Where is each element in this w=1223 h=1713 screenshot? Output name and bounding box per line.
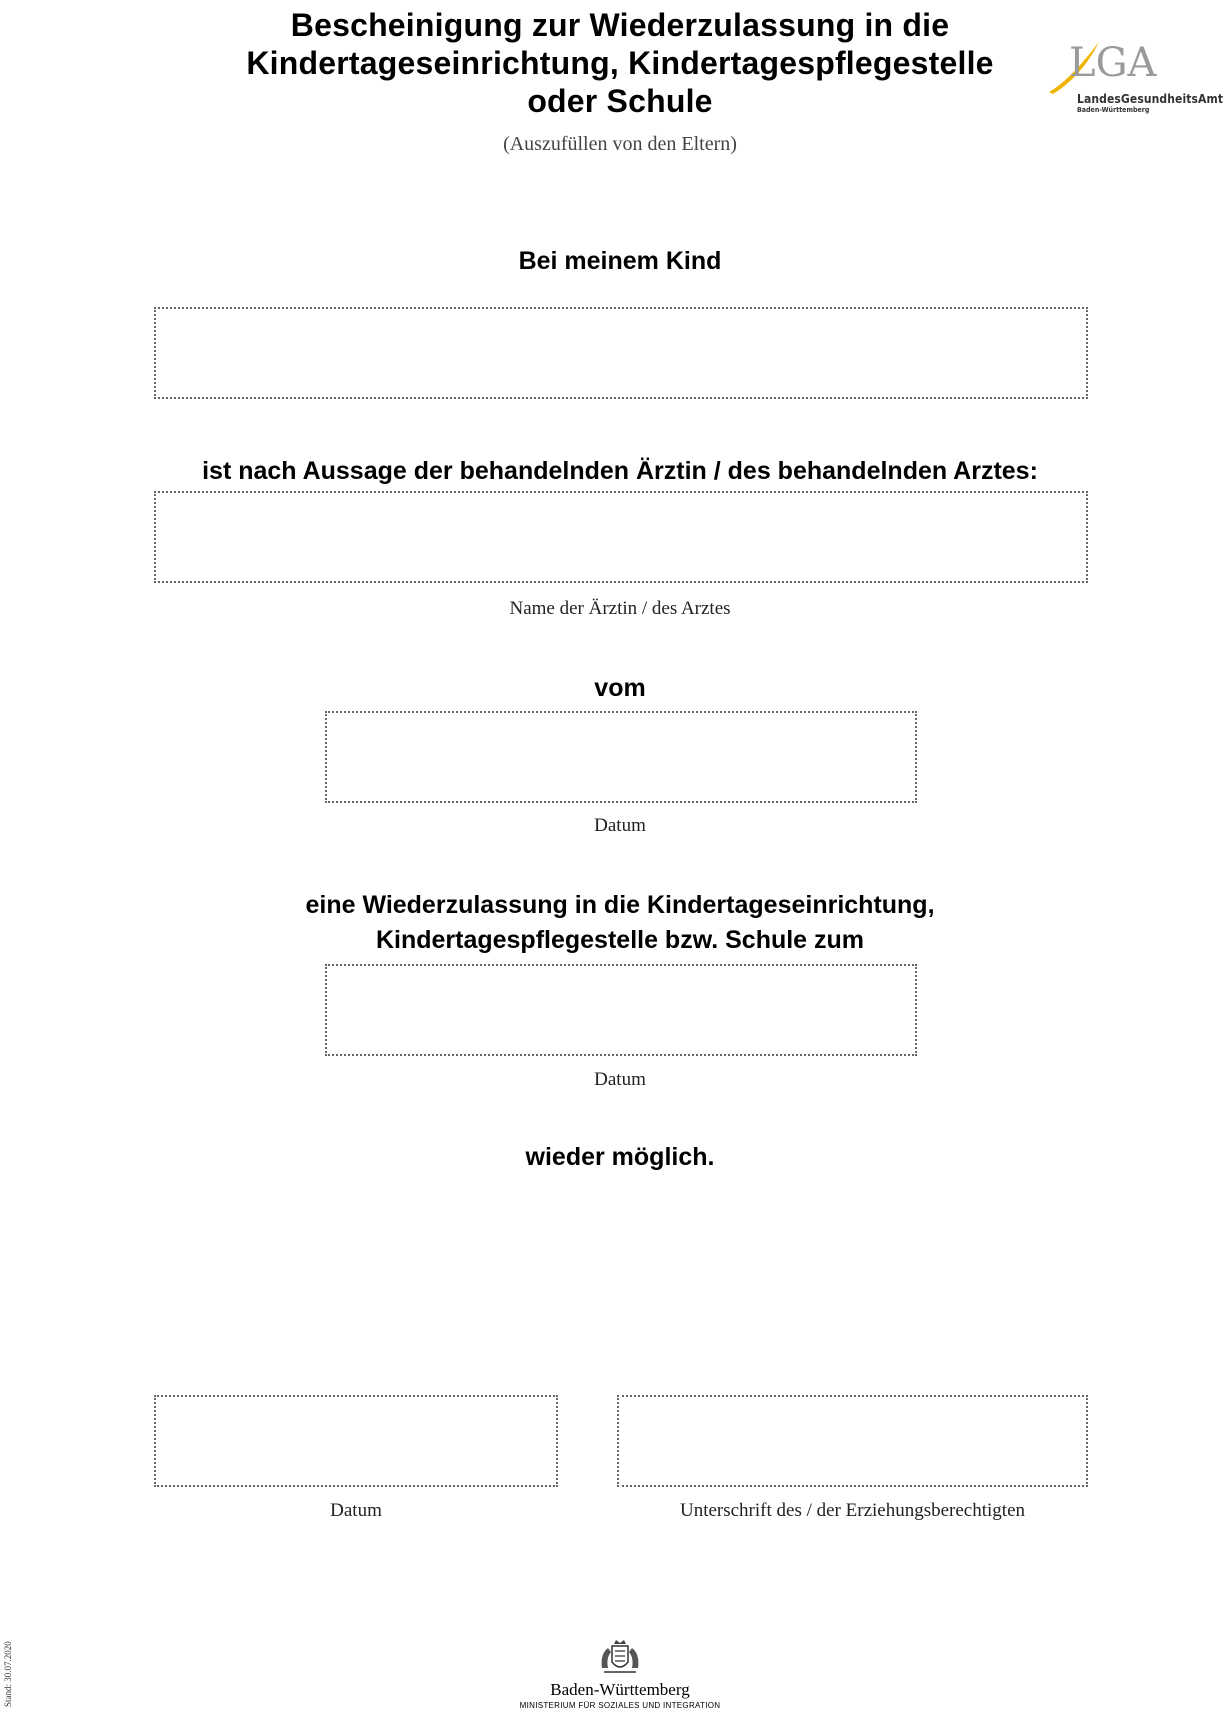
footer: [500, 1638, 740, 1710]
lga-letters: LGA: [1069, 40, 1157, 86]
signature-date-caption: Datum: [330, 1500, 382, 1521]
doctor-name-caption: Name der Ärztin / des Arztes: [509, 598, 731, 619]
readmission-date-field[interactable]: [325, 964, 917, 1056]
readmission-line-2: Kindertagespflegestelle bzw. Schule zum: [375, 926, 865, 954]
child-heading: Bei meinem Kind: [518, 247, 722, 275]
title-line-3: oder Schule: [527, 83, 713, 119]
subtitle: (Auszufüllen von den Eltern): [503, 133, 737, 155]
from-heading: vom: [594, 674, 646, 702]
stand-date: Stand: 30.07.2020: [3, 1641, 13, 1707]
logo-line-2: Baden-Württemberg: [1077, 106, 1150, 114]
coat-of-arms-icon: [598, 1638, 642, 1676]
title-line-1: Bescheinigung zur Wiederzulassung in die: [290, 7, 950, 43]
doctor-heading: ist nach Aussage der behandelnden Ärztin / des behandelnden Arztes:: [202, 457, 1038, 485]
readmission-heading: [150, 888, 1090, 958]
signature-field[interactable]: [617, 1395, 1088, 1487]
lga-logo: [1045, 36, 1223, 126]
doctor-name-field[interactable]: [154, 491, 1088, 583]
possible-text: wieder möglich.: [525, 1143, 715, 1171]
footer-ministry: MINISTERIUM FÜR SOZIALES UND INTEGRATION: [519, 1701, 721, 1710]
lga-logo-mark-icon: [1045, 36, 1205, 96]
child-name-field[interactable]: [154, 307, 1088, 399]
from-date-caption: Datum: [594, 815, 646, 836]
readmission-line-1: eine Wiederzulassung in die Kindertageseinrichtung,: [305, 891, 935, 919]
signature-caption: Unterschrift des / der Erziehungsberechtigten: [679, 1500, 1026, 1521]
signature-date-field[interactable]: [154, 1395, 558, 1487]
from-date-field[interactable]: [325, 711, 917, 803]
footer-state-name: Baden-Württemberg: [550, 1680, 690, 1699]
title-line-2: Kindertageseinrichtung, Kindertagespflegestelle: [246, 45, 994, 81]
readmission-date-caption: Datum: [594, 1069, 646, 1090]
logo-line-1: LandesGesundheitsAmt: [1077, 92, 1223, 106]
document-title: [150, 6, 1090, 120]
